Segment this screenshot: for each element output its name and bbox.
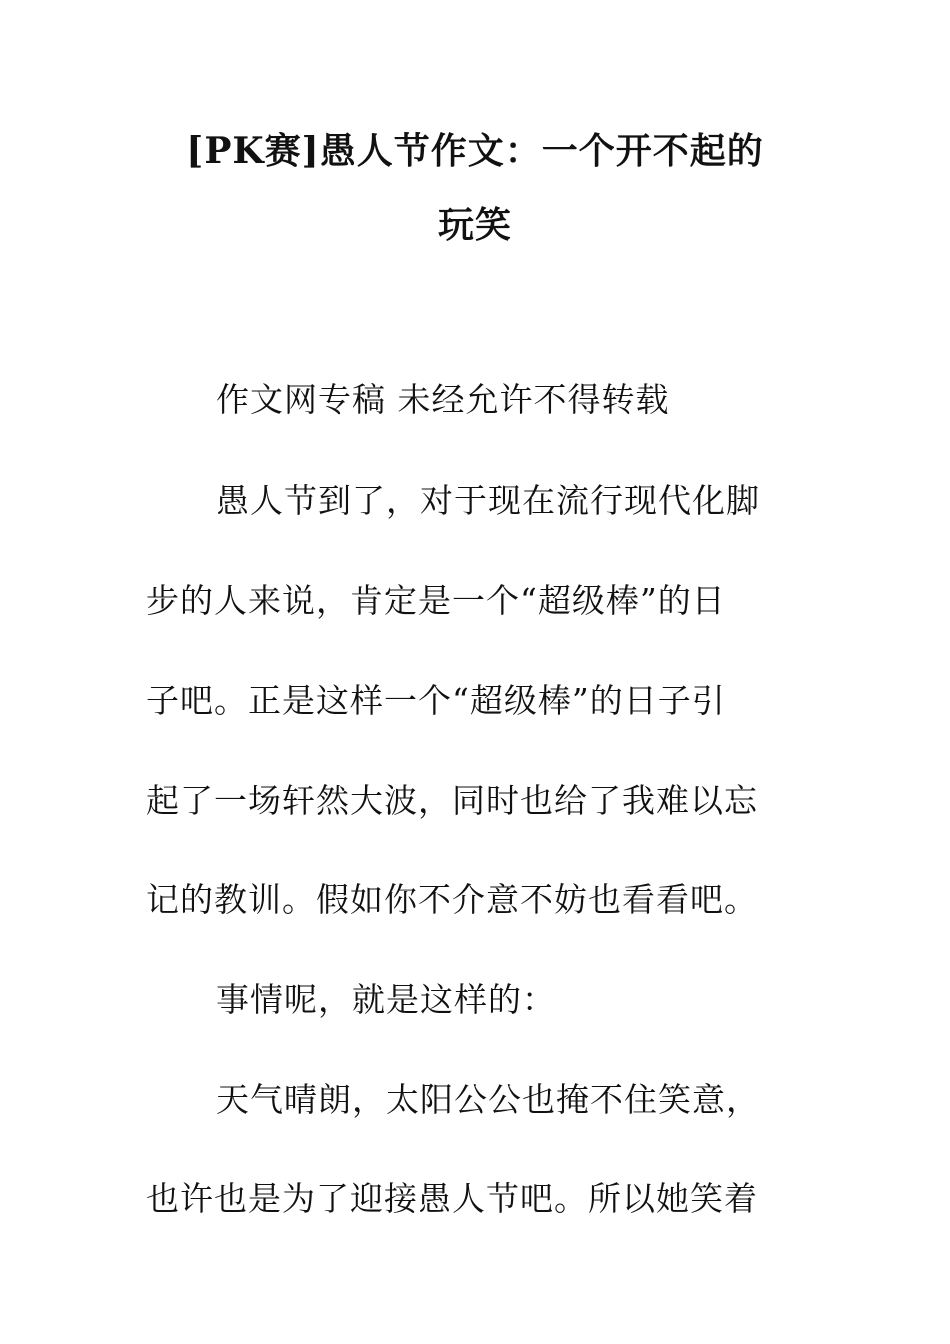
paragraph-1-line-3: 子吧。正是这样一个“超级棒”的日子引 [146, 681, 726, 720]
paragraph-1-line-5: 记的教训。假如你不介意不妨也看看吧。 [146, 880, 758, 919]
paragraph-2-line-1: 事情呢，就是这样的： [216, 980, 556, 1019]
source-note: 作文网专稿 未经允许不得转载 [216, 380, 670, 419]
paragraph-1-line-1: 愚人节到了，对于现在流行现代化脚 [216, 481, 760, 520]
title-line-1: [PK赛]愚人节作文：一个开不起的 [186, 130, 764, 172]
paragraph-3-line-1: 天气晴朗，太阳公公也掩不住笑意， [216, 1080, 760, 1119]
document-title [140, 114, 810, 262]
paragraph-3-line-2: 也许也是为了迎接愚人节吧。所以她笑着 [146, 1179, 758, 1218]
paragraph-1-line-4: 起了一场轩然大波，同时也给了我难以忘 [146, 781, 758, 820]
title-line-2: 玩笑 [437, 204, 512, 246]
paragraph-1-line-2: 步的人来说，肯定是一个“超级棒”的日 [146, 581, 726, 620]
